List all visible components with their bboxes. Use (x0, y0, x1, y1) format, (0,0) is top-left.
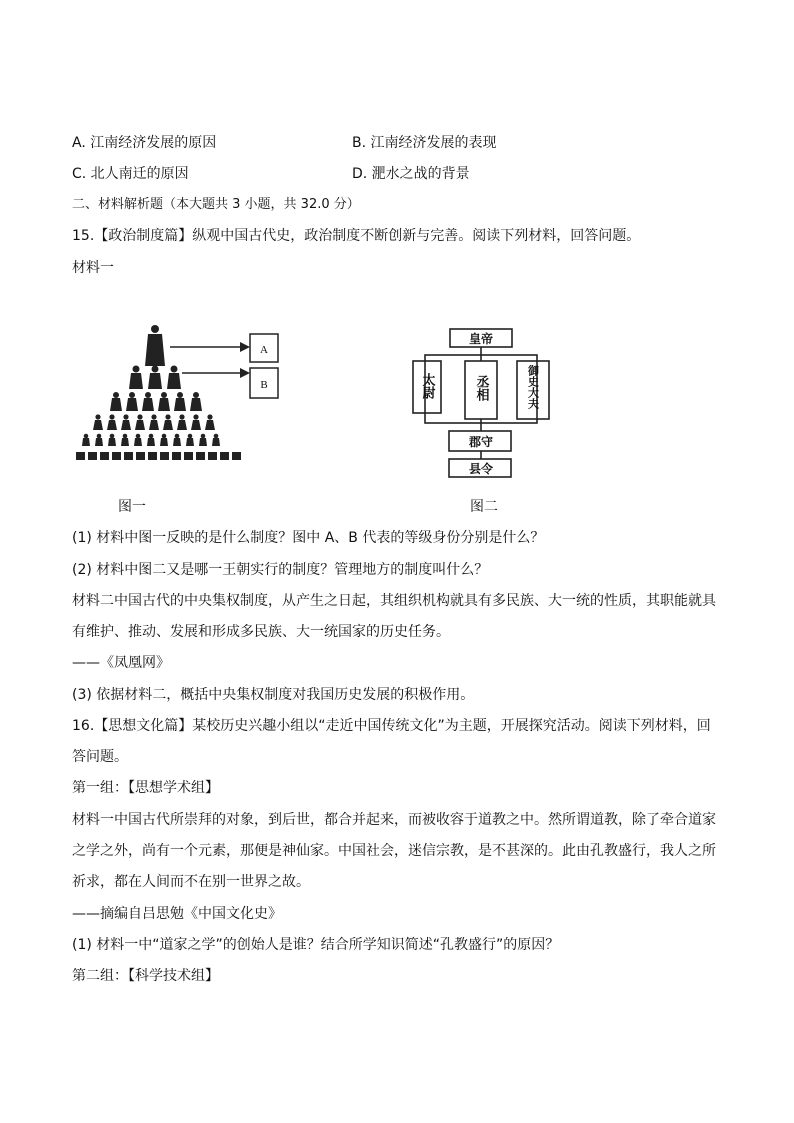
figure-1-caption: 图一 (118, 499, 146, 515)
q15-sub3: (3) 依据材料二，概括中央集权制度对我国历史发展的积极作用。 (72, 687, 475, 703)
figure-2-top: 皇帝 (468, 332, 494, 346)
q16-stem-line1: 16.【思想文化篇】某校历史兴趣小组以“走近中国传统文化”为主题，开展探究活动。阅读下列材料，回 (72, 718, 711, 734)
q15-material1-label: 材料一 (72, 260, 114, 276)
q16-material1-line2: 之学之外，尚有一个元素，那便是神仙家。中国社会，迷信宗教，是不甚深的。此由孔教盛行，我人之所 (72, 843, 716, 859)
q16-source: ——摘编自吕思勉《中国文化史》 (72, 906, 282, 922)
q15-sub1: (1) 材料中图一反映的是什么制度？图中 A、B 代表的等级身份分别是什么？ (72, 530, 545, 546)
figure-2-right: 御史大夫 (526, 365, 540, 409)
option-b: B. 江南经济发展的表现 (352, 135, 497, 151)
figure-2-org-chart (405, 325, 555, 485)
q16-material1-line3: 祈求，都在人间而不在别一世界之故。 (72, 874, 310, 890)
figure-1-label-b: B (260, 379, 268, 391)
figure-1-pyramid (72, 320, 302, 470)
q15-material2-line1: 材料二中国古代的中央集权制度，从产生之日起，其组织机构就具有多民族、大一统的性质，其职能就具 (72, 593, 716, 609)
figure-2-center: 丞相 (473, 375, 489, 401)
q15-stem: 15.【政治制度篇】纵观中国古代史，政治制度不断创新与完善。阅读下列材料，回答问题。 (72, 228, 641, 244)
q15-source: ——《凤凰网》 (72, 655, 170, 671)
option-a: A. 江南经济发展的原因 (72, 135, 217, 151)
q15-material2-line2: 有维护、推动、发展和形成多民族、大一统国家的历史任务。 (72, 624, 450, 640)
q16-group2: 第二组：【科学技术组】 (72, 968, 219, 984)
option-c: C. 北人南迁的原因 (72, 166, 189, 182)
figure-2-commandery: 郡守 (468, 435, 494, 449)
q16-stem-line2: 答问题。 (72, 749, 128, 765)
option-d: D. 淝水之战的背景 (352, 166, 470, 182)
q16-material1-line1: 材料一中国古代所崇拜的对象，到后世，都合并起来，而被收容于道教之中。然所谓道教，除了牵合道家 (72, 812, 716, 828)
figure-1-label-a: A (260, 344, 268, 356)
figure-2-caption: 图二 (470, 499, 498, 515)
section-heading: 二、材料解析题（本大题共 3 小题，共 32.0 分） (72, 197, 360, 212)
figure-2-county: 县令 (468, 462, 494, 476)
q15-sub2: (2) 材料中图二又是哪一王朝实行的制度？管理地方的制度叫什么？ (72, 562, 489, 578)
q16-group1: 第一组：【思想学术组】 (72, 780, 219, 796)
q16-sub1: (1) 材料一中“道家之学”的创始人是谁？结合所学知识简述“孔教盛行”的原因？ (72, 937, 560, 953)
figure-2-left: 太尉 (419, 373, 435, 399)
